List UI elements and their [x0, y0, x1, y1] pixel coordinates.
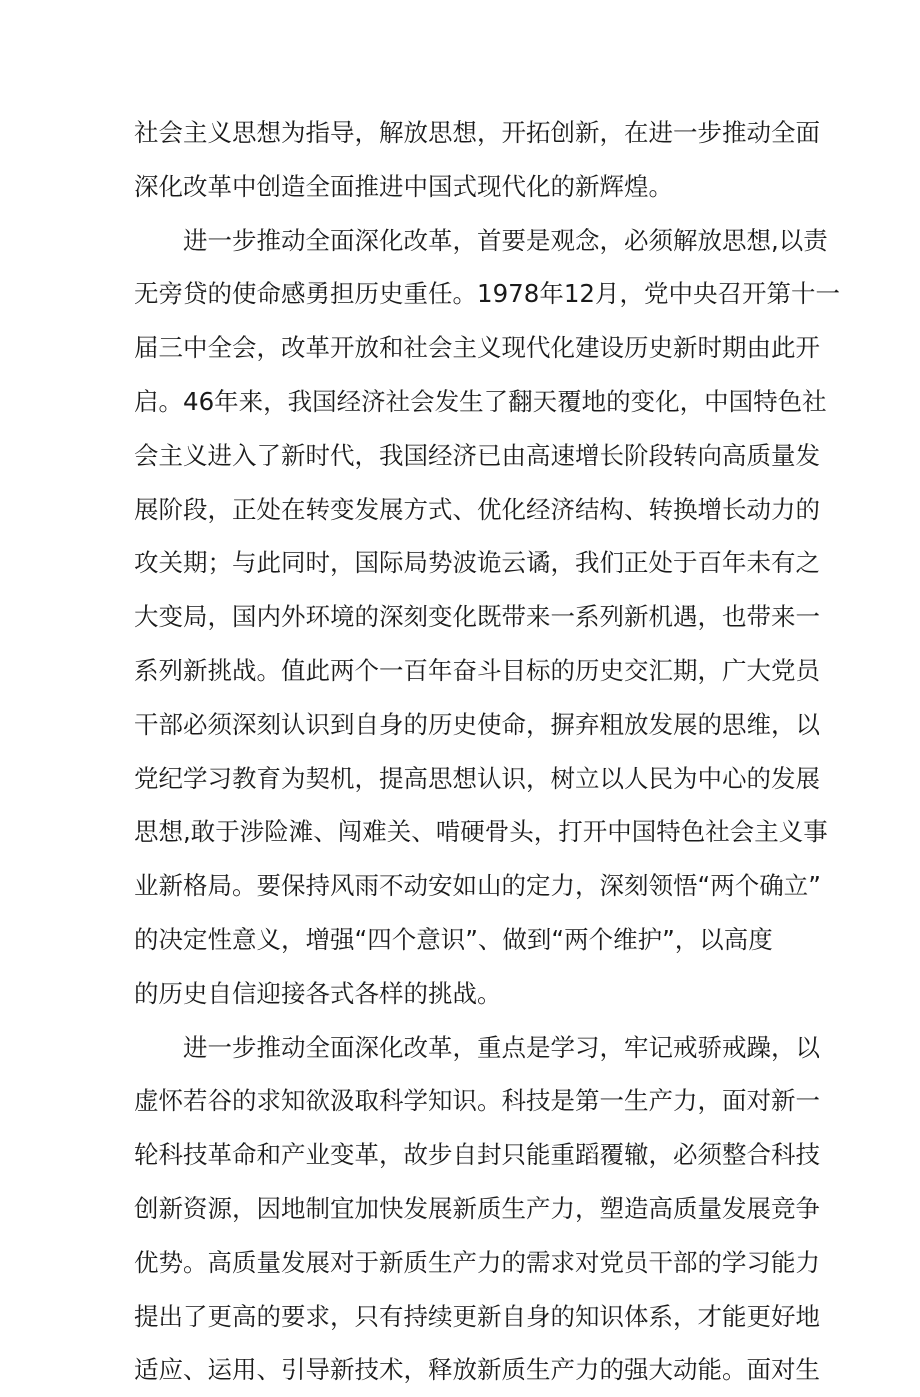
paragraph-3	[134, 1021, 820, 1397]
text-line: 大变局，国内外环境的深刻变化既带来一系列新机遇，也带来一	[134, 602, 820, 632]
text-line: 优势。高质量发展对于新质生产力的需求对党员干部的学习能力	[134, 1247, 820, 1277]
text-line: 提出了更高的要求，只有持续更新自身的知识体系，才能更好地	[134, 1301, 820, 1331]
text-line: 进一步推动全面深化改革，首要是观念，必须解放思想,以责	[183, 225, 828, 255]
text-line: 党纪学习教育为契机，提高思想认识，树立以人民为中心的发展	[134, 763, 820, 793]
text-line: 适应、运用、引导新技术，释放新质生产力的强大动能。面对生	[134, 1355, 820, 1385]
text-line: 业新格局。要保持风雨不动安如山的定力，深刻领悟“两个确立”	[134, 871, 821, 901]
text-line: 展阶段，正处在转变发展方式、优化经济结构、转换增长动力的	[134, 494, 820, 524]
text-line: 无旁贷的使命感勇担历史重任。1978年12月，党中央召开第十一	[134, 279, 841, 309]
paragraph-1	[134, 106, 820, 214]
text-line: 的决定性意义，增强“四个意识”、做到“两个维护”，以高度	[134, 924, 773, 954]
text-line: 社会主义思想为指导，解放思想，开拓创新，在进一步推动全面	[134, 118, 820, 147]
body-text	[134, 106, 841, 1397]
text-line: 进一步推动全面深化改革，重点是学习，牢记戒骄戒躁，以	[183, 1032, 820, 1062]
text-line: 系列新挑战。值此两个一百年奋斗目标的历史交汇期，广大党员	[134, 655, 820, 685]
text-line: 会主义进入了新时代，我国经济已由高速增长阶段转向高质量发	[134, 440, 820, 470]
text-line: 深化改革中创造全面推进中国式现代化的新辉煌。	[134, 171, 673, 201]
paragraph-2	[134, 214, 841, 1021]
text-line: 轮科技革命和产业变革，故步自封只能重蹈覆辙，必须整合科技	[134, 1140, 820, 1170]
text-line: 攻关期；与此同时，国际局势波诡云谲，我们正处于百年未有之	[134, 548, 820, 578]
text-line: 虚怀若谷的求知欲汲取科学知识。科技是第一生产力，面对新一	[134, 1086, 820, 1116]
text-line: 届三中全会，改革开放和社会主义现代化建设历史新时期由此开	[134, 333, 820, 363]
text-line: 思想,敢于涉险滩、闯难关、啃硬骨头，打开中国特色社会主义事	[134, 817, 828, 847]
text-line: 启。46年来，我国经济社会发生了翻天覆地的变化，中国特色社	[134, 386, 827, 416]
text-line: 创新资源，因地制宜加快发展新质生产力，塑造高质量发展竞争	[134, 1193, 820, 1223]
text-line: 的历史自信迎接各式各样的挑战。	[134, 978, 502, 1008]
text-line: 干部必须深刻认识到自身的历史使命，摒弃粗放发展的思维，以	[134, 709, 820, 739]
